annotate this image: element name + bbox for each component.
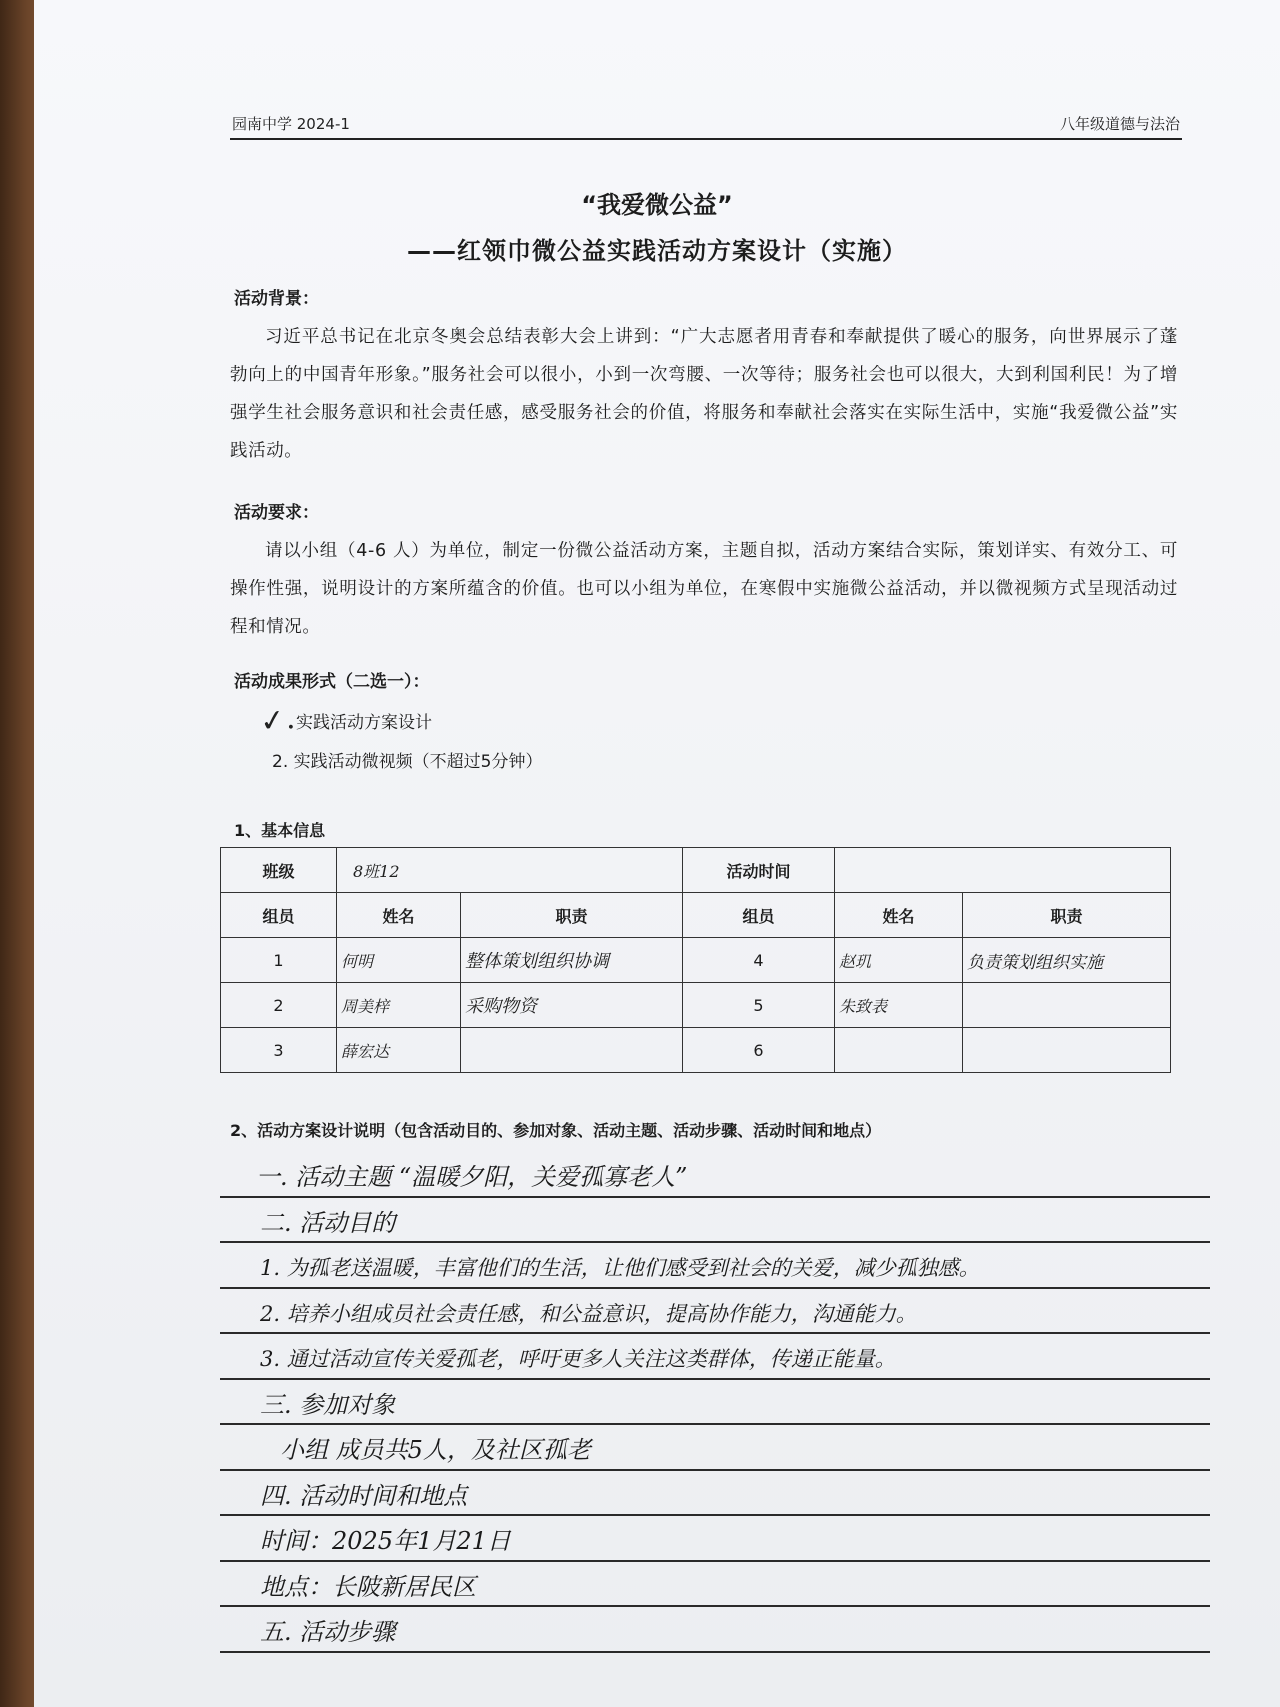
class-label: 班级 <box>221 848 337 893</box>
table-row <box>221 983 1171 1028</box>
plan-heading: 2、活动方案设计说明（包含活动目的、参加对象、活动主题、活动步骤、活动时间和地点） <box>230 1121 882 1140</box>
col-duty-2: 职责 <box>963 893 1171 938</box>
header-subject: 八年级道德与法治 <box>1059 115 1180 133</box>
col-name: 姓名 <box>337 893 461 938</box>
plan-line: 地点：长陂新居民区 <box>220 1562 1210 1608</box>
member-duty: 采购物资 <box>461 983 683 1028</box>
page-title: “我爱微公益” <box>581 191 733 219</box>
member-duty <box>461 1028 683 1073</box>
class-value: 8班12 <box>337 848 683 893</box>
member-number: 4 <box>683 938 835 983</box>
background-heading: 活动背景： <box>234 289 319 309</box>
plan-line: 四. 活动时间和地点 <box>220 1471 1210 1517</box>
background-text: 习近平总书记在北京冬奥会总结表彰大会上讲到：“广大志愿者用青春和奉献提供了暖心的服务，向世界展示了蓬勃向上的中国青年形象。”服务社会可以很小，小到一次弯腰、一次等待；服务社会也可以很大，大到利国利民！为了增强学生社会服务意识和社会责任感，感受服务社会的价值，将服务和奉献社会落实在实际生活中，实施“我爱微公益”实践活动。 <box>230 327 1178 461</box>
time-label: 活动时间 <box>683 848 835 893</box>
time-value <box>835 848 1171 893</box>
handwritten-lines <box>220 1152 1210 1653</box>
plan-line: 一. 活动主题 “温暖夕阳，关爱孤寡老人” <box>220 1152 1210 1198</box>
table-header-row <box>221 893 1171 938</box>
col-member-2: 组员 <box>683 893 835 938</box>
member-number: 6 <box>683 1028 835 1073</box>
member-name: 薛宏达 <box>337 1028 461 1073</box>
plan-line: 小组 成员共5人，及社区孤老 <box>220 1425 1210 1471</box>
page-subtitle: ——红领巾微公益实践活动方案设计（实施） <box>407 237 907 265</box>
results-heading: 活动成果形式（二选一）： <box>234 672 430 692</box>
member-name: 赵玑 <box>835 938 963 983</box>
member-duty: 负责策划组织实施 <box>963 938 1171 983</box>
header-rule <box>230 138 1182 140</box>
member-duty: 整体策划组织协调 <box>461 938 683 983</box>
member-number: 3 <box>221 1028 337 1073</box>
requirements-heading: 活动要求： <box>234 503 319 523</box>
col-duty: 职责 <box>461 893 683 938</box>
member-name: 何明 <box>337 938 461 983</box>
table-row <box>221 848 1171 893</box>
basic-info-heading: 1、基本信息 <box>234 821 326 840</box>
col-member: 组员 <box>221 893 337 938</box>
member-duty <box>963 983 1171 1028</box>
option-2: 2. 实践活动微视频（不超过5分钟） <box>272 752 543 772</box>
member-number: 1 <box>221 938 337 983</box>
header-school: 园南中学 2024-1 <box>232 115 350 133</box>
plan-line: 二. 活动目的 <box>220 1198 1210 1244</box>
member-name <box>835 1028 963 1073</box>
paper-sheet <box>34 0 1280 1707</box>
member-name: 朱致表 <box>835 983 963 1028</box>
plan-line: 三. 参加对象 <box>220 1380 1210 1426</box>
basic-info-table <box>220 847 1171 1073</box>
checkmark: ✓. <box>257 700 297 741</box>
plan-line: 3. 通过活动宣传关爱孤老，呼吁更多人关注这类群体，传递正能量。 <box>220 1334 1210 1380</box>
member-duty <box>963 1028 1171 1073</box>
requirements-text: 请以小组（4-6 人）为单位，制定一份微公益活动方案，主题自拟，活动方案结合实际，策划详实、有效分工、可操作性强，说明设计的方案所蕴含的价值。也可以小组为单位，在寒假中实施微公益活动，并以微视频方式呈现活动过程和情况。 <box>230 541 1178 637</box>
member-number: 5 <box>683 983 835 1028</box>
plan-line: 1. 为孤老送温暖，丰富他们的生活，让他们感受到社会的关爱，减少孤独感。 <box>220 1243 1210 1289</box>
table-row <box>221 1028 1171 1073</box>
option-1: 实践活动方案设计 <box>296 713 432 733</box>
plan-line: 五. 活动步骤 <box>220 1607 1210 1653</box>
plan-line: 时间：2025年1月21日 <box>220 1516 1210 1562</box>
col-name-2: 姓名 <box>835 893 963 938</box>
plan-line: 2. 培养小组成员社会责任感，和公益意识，提高协作能力，沟通能力。 <box>220 1289 1210 1335</box>
member-name: 周美梓 <box>337 983 461 1028</box>
member-number: 2 <box>221 983 337 1028</box>
table-row <box>221 938 1171 983</box>
